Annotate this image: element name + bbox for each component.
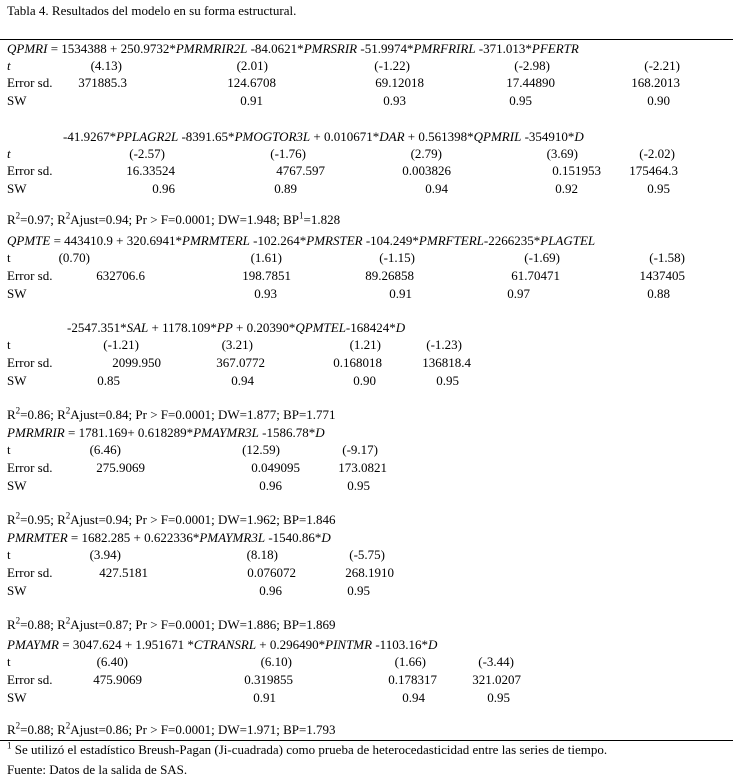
equation-term: -371.013* xyxy=(475,41,532,56)
variable-name: D xyxy=(315,425,325,440)
std-error-value: 371885.3 xyxy=(78,75,127,90)
variable-name: PMRFTERL xyxy=(418,233,484,248)
std-error-value: 4767.597 xyxy=(276,163,325,178)
t-stat-value: (-1.21) xyxy=(103,337,139,352)
superscript: 2 xyxy=(15,720,21,731)
variable-name: PMRMRIR2L xyxy=(175,41,248,56)
equation-line xyxy=(67,320,405,335)
variable-name: SAL xyxy=(126,320,149,335)
variable-name: QPMTEL xyxy=(295,320,346,335)
std-error-value: 0.003826 xyxy=(402,163,451,178)
table-top-rule xyxy=(0,39,733,40)
equation-term: -41.9267* xyxy=(63,129,117,144)
std-error-value: 1437405 xyxy=(639,268,685,283)
std-error-value: 427.5181 xyxy=(99,565,148,580)
r-squared-symbol: R xyxy=(7,512,16,527)
sw-stat-label: SW xyxy=(7,373,27,388)
sw-stat-value: 0.95 xyxy=(347,478,370,493)
std-error-value: 367.0772 xyxy=(216,355,265,370)
std-error-label: Error sd. xyxy=(7,268,53,283)
sw-stat-value: 0.96 xyxy=(259,583,282,598)
superscript: 2 xyxy=(65,405,71,416)
std-error-value: 198.7851 xyxy=(242,268,291,283)
t-stat-label: t xyxy=(7,146,11,161)
std-error-label: Error sd. xyxy=(7,460,53,475)
equation-term: + 0.20390* xyxy=(232,320,296,335)
std-error-value: 136818.4 xyxy=(422,355,471,370)
t-stat-value: (12.59) xyxy=(242,442,280,457)
equation-term: + 0.010671* xyxy=(310,129,380,144)
t-stat-value: (1.66) xyxy=(394,654,426,669)
t-stat-value: (6.40) xyxy=(96,654,128,669)
t-stat-value: (-2.98) xyxy=(514,58,550,73)
equation-term: -1103.16* xyxy=(372,637,428,652)
t-stat-value: (-1.23) xyxy=(426,337,462,352)
equation-term: -1540.86* xyxy=(265,530,322,545)
superscript: 2 xyxy=(65,720,71,731)
variable-name: PMOGTOR3L xyxy=(234,129,311,144)
equation-line xyxy=(7,425,325,440)
sw-stat-label: SW xyxy=(7,93,27,108)
t-stat-value: (2.79) xyxy=(410,146,442,161)
variable-name: CTRANSRL xyxy=(193,637,257,652)
variable-name: PMAYMR3L xyxy=(199,530,266,545)
equation-term: -51.9974* xyxy=(357,41,414,56)
superscript: 2 xyxy=(15,615,21,626)
sw-stat-value: 0.88 xyxy=(647,286,670,301)
sw-stat-label: SW xyxy=(7,181,27,196)
sw-stat-label: SW xyxy=(7,478,27,493)
t-stat-label: t xyxy=(7,442,11,457)
t-stat-value: (-9.17) xyxy=(342,442,378,457)
t-stat-value: (-1.15) xyxy=(379,250,415,265)
superscript: 2 xyxy=(65,510,71,521)
sw-stat-value: 0.89 xyxy=(274,181,297,196)
variable-name: D xyxy=(427,637,438,652)
equation-term: -8391.65* xyxy=(178,129,235,144)
t-stat-value: (4.13) xyxy=(90,58,122,73)
t-stat-value: (1.21) xyxy=(349,337,381,352)
t-stat-value: (3.94) xyxy=(89,547,121,562)
std-error-label: Error sd. xyxy=(7,75,53,90)
std-error-label: Error sd. xyxy=(7,672,53,687)
t-stat-value: (2.01) xyxy=(236,58,268,73)
std-error-value: 173.0821 xyxy=(338,460,387,475)
equation-term: -2266235* xyxy=(483,233,541,248)
model-fit-stats xyxy=(7,722,336,737)
t-stat-value: (-1.76) xyxy=(270,146,306,161)
std-error-label: Error sd. xyxy=(7,565,53,580)
sw-stat-label: SW xyxy=(7,690,27,705)
std-error-value: 17.44890 xyxy=(506,75,555,90)
model-fit-stats xyxy=(7,512,336,527)
t-stat-value: (-2.02) xyxy=(639,146,675,161)
sw-stat-value: 0.93 xyxy=(383,93,406,108)
std-error-value: 69.12018 xyxy=(375,75,424,90)
equation-term: + 0.561398* xyxy=(404,129,474,144)
t-stat-value: (-1.58) xyxy=(649,250,685,265)
r-squared-symbol: R xyxy=(7,722,16,737)
variable-name: PMAYMR3L xyxy=(193,425,259,440)
equation-line xyxy=(63,129,584,144)
equation-term: + 1178.109* xyxy=(148,320,217,335)
t-stat-value: (0.70) xyxy=(58,250,90,265)
std-error-value: 16.33524 xyxy=(126,163,175,178)
std-error-label: Error sd. xyxy=(7,163,53,178)
t-stat-value: (-3.44) xyxy=(478,654,514,669)
variable-name: PMRMTER xyxy=(7,530,68,545)
variable-name: PMRMTERL xyxy=(182,233,250,248)
superscript: 2 xyxy=(15,210,21,221)
superscript: 2 xyxy=(15,405,21,416)
sw-stat-value: 0.96 xyxy=(259,478,282,493)
equation-term: + 0.296490* xyxy=(256,637,326,652)
model-fit-stats xyxy=(7,212,340,227)
superscript: 2 xyxy=(65,615,71,626)
sw-stat-value: 0.95 xyxy=(436,373,459,388)
sw-stat-value: 0.95 xyxy=(487,690,510,705)
variable-name: QPMTE xyxy=(7,233,51,248)
variable-name: D xyxy=(395,320,406,335)
std-error-value: 475.9069 xyxy=(93,672,142,687)
t-stat-value: (-2.21) xyxy=(644,58,680,73)
fit-statistics: Ajust=0.86; Pr > F=0.0001; DW=1.971; BP=1.793 xyxy=(70,722,336,737)
t-stat-value: (-1.22) xyxy=(374,58,410,73)
variable-name: PINTMR xyxy=(325,637,373,652)
equation-term: = 1781.169+ 0.618289* xyxy=(64,425,194,440)
variable-name: PMAYMR xyxy=(7,637,59,652)
std-error-value: 632706.6 xyxy=(96,268,145,283)
r-squared-value: =0.88; R xyxy=(20,722,66,737)
std-error-value: 0.076072 xyxy=(247,565,296,580)
equation-term: = 443410.9 + 320.6941* xyxy=(50,233,183,248)
sw-stat-label: SW xyxy=(7,583,27,598)
t-stat-label: t xyxy=(7,337,11,352)
sw-stat-value: 0.97 xyxy=(507,286,530,301)
fit-statistics: Ajust=0.94; Pr > F=0.0001; DW=1.948; BP xyxy=(70,212,299,227)
equation-term: -102.264* xyxy=(249,233,307,248)
std-error-value: 321.0207 xyxy=(472,672,521,687)
variable-name: PFERTR xyxy=(531,41,579,56)
t-stat-value: (-1.69) xyxy=(524,250,560,265)
sw-stat-value: 0.94 xyxy=(231,373,254,388)
sw-stat-value: 0.91 xyxy=(253,690,276,705)
sw-stat-value: 0.94 xyxy=(425,181,448,196)
fit-statistics: Ajust=0.84; Pr > F=0.0001; DW=1.877; BP=1.771 xyxy=(70,407,336,422)
sw-stat-value: 0.95 xyxy=(347,583,370,598)
sw-stat-value: 0.85 xyxy=(97,373,120,388)
equation-line xyxy=(7,530,331,545)
variable-name: PPLAGR2L xyxy=(116,129,179,144)
equation-term: -2547.351* xyxy=(67,320,127,335)
t-stat-label: t xyxy=(7,654,11,669)
equation-term: = 1682.285 + 0.622336* xyxy=(67,530,200,545)
r-squared-symbol: R xyxy=(7,617,16,632)
sw-stat-value: 0.92 xyxy=(555,181,578,196)
t-stat-value: (-2.57) xyxy=(129,146,165,161)
fit-statistics: Ajust=0.94; Pr > F=0.0001; DW=1.962; BP=1.846 xyxy=(70,512,336,527)
sw-stat-value: 0.91 xyxy=(389,286,412,301)
variable-name: PMRSTER xyxy=(306,233,363,248)
r-squared-value: =0.86; R xyxy=(20,407,66,422)
variable-name: PMRFRIRL xyxy=(413,41,476,56)
std-error-value: 2099.950 xyxy=(112,355,161,370)
variable-name: PMRSRIR xyxy=(303,41,358,56)
table-bottom-rule xyxy=(0,740,733,741)
equation-term: = 3047.624 + 1.951671 * xyxy=(59,637,194,652)
t-stat-value: (-5.75) xyxy=(349,547,385,562)
equation-term: -1586.78* xyxy=(258,425,316,440)
t-stat-value: (8.18) xyxy=(246,547,278,562)
std-error-label: Error sd. xyxy=(7,355,53,370)
sw-stat-value: 0.90 xyxy=(647,93,670,108)
sw-stat-value: 0.93 xyxy=(254,286,277,301)
variable-name: QPMRIL xyxy=(473,129,522,144)
footnote xyxy=(7,742,607,757)
std-error-value: 0.168018 xyxy=(333,355,382,370)
equation-term: = 1534388 + 250.9732* xyxy=(47,41,176,56)
t-stat-value: (3.69) xyxy=(546,146,578,161)
std-error-value: 89.26858 xyxy=(365,268,414,283)
std-error-value: 168.2013 xyxy=(631,75,680,90)
std-error-value: 124.6708 xyxy=(227,75,276,90)
std-error-value: 275.9069 xyxy=(96,460,145,475)
std-error-value: 0.319855 xyxy=(244,672,293,687)
t-stat-value: (1.61) xyxy=(250,250,282,265)
footnote-text: Se utilizó el estadístico Breush-Pagan (Ji-cuadrada) como prueba de heterocedasticidad entre las series de tiempo. xyxy=(11,742,608,757)
table-source: Fuente: Datos de la salida de SAS. xyxy=(7,762,188,777)
r-squared-value: =0.97; R xyxy=(20,212,66,227)
std-error-value: 61.70471 xyxy=(511,268,560,283)
sw-stat-value: 0.95 xyxy=(647,181,670,196)
superscript: 2 xyxy=(65,210,71,221)
equation-term: -168424* xyxy=(345,320,396,335)
equation-line xyxy=(7,233,595,248)
r-squared-value: =0.88; R xyxy=(20,617,66,632)
t-stat-label: t xyxy=(7,547,11,562)
std-error-value: 0.049095 xyxy=(251,460,300,475)
t-stat-label: t xyxy=(7,250,11,265)
variable-name: PP xyxy=(216,320,233,335)
variable-name: D xyxy=(574,129,584,144)
t-stat-value: (6.46) xyxy=(89,442,121,457)
fit-statistics: Ajust=0.87; Pr > F=0.0001; DW=1.886; BP=1.869 xyxy=(70,617,336,632)
t-stat-value: (3.21) xyxy=(221,337,253,352)
equation-line xyxy=(7,41,579,56)
variable-name: QPMRI xyxy=(7,41,48,56)
variable-name: PLAGTEL xyxy=(540,233,596,248)
variable-name: PMRMRIR xyxy=(7,425,65,440)
t-stat-label: t xyxy=(7,58,11,73)
equation-term: -84.0621* xyxy=(247,41,304,56)
sw-stat-value: 0.96 xyxy=(152,181,175,196)
model-fit-stats xyxy=(7,617,336,632)
superscript: 2 xyxy=(15,510,21,521)
r-squared-symbol: R xyxy=(7,212,16,227)
equation-term: -104.249* xyxy=(362,233,419,248)
sw-stat-label: SW xyxy=(7,286,27,301)
variable-name: DAR xyxy=(379,129,405,144)
equation-line xyxy=(7,637,437,652)
model-fit-stats xyxy=(7,407,336,422)
equation-term: -354910* xyxy=(521,129,575,144)
sw-stat-value: 0.91 xyxy=(240,93,263,108)
r-squared-symbol: R xyxy=(7,407,16,422)
table-caption: Tabla 4. Resultados del modelo en su forma estructural. xyxy=(7,3,297,18)
bp-value: =1.828 xyxy=(303,212,341,227)
r-squared-value: =0.95; R xyxy=(20,512,66,527)
std-error-value: 0.178317 xyxy=(388,672,437,687)
std-error-value: 268.1910 xyxy=(345,565,394,580)
bp-footnote-mark: 1 xyxy=(298,210,304,221)
variable-name: D xyxy=(321,530,331,545)
t-stat-value: (6.10) xyxy=(260,654,292,669)
std-error-value: 0.151953 xyxy=(552,163,601,178)
sw-stat-value: 0.95 xyxy=(509,93,532,108)
sw-stat-value: 0.94 xyxy=(402,690,425,705)
footnote-mark: 1 xyxy=(7,740,12,751)
sw-stat-value: 0.90 xyxy=(353,373,376,388)
std-error-value: 175464.3 xyxy=(629,163,678,178)
